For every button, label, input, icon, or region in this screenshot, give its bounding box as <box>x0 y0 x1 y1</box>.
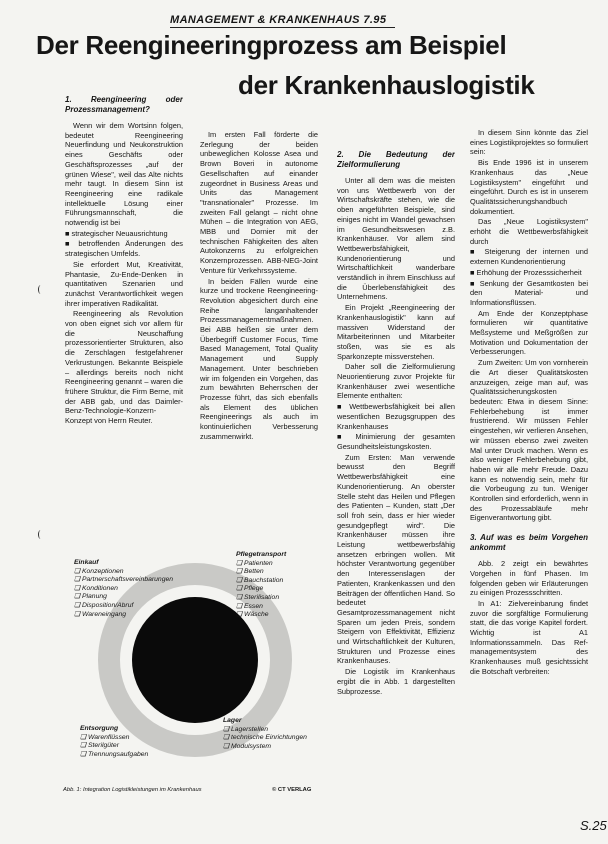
paragraph: Daher soll die Zielformulierung Neuorientierung zuvor Projekte für Krankenhäuser zwei wesentliche Elemente enthalten: <box>337 362 455 401</box>
paragraph: Zum Zweiten: Um von vornherein die Art dieser Qualitätskosten anzuzeigen, zeige man auf, was Qualitätssicherungskosten bedeuten: Etwa in diesem Sinne: Fehlerbehebung ist immer frustrierend. Wir müssen Fehler eingestehen, wir verlieren Ansehen, wir müssen ebenso zwei zweiten Mal unter Druck machen. Wenn es also weniger Fehlerbehebung gibt, haben wir alle mehr Freude. Dazu kann es notwendig sein, mehr für die Vorbeugung zu tun. Weniger Kontrollen sind erforderlich, wenn in des Prozessabläufe mehr Eigenverantwortung gibt. <box>470 358 588 523</box>
quadrant-item: ❏ Patienten <box>236 559 273 567</box>
bullet-item: ■ Senkung der Gesamtkosten bei den Material- und Informationsflüssen. <box>470 278 588 307</box>
paragraph: Abb. 2 zeigt ein bewährtes Vorgehen in fünf Phasen. Im folgenden geben wir Erläuterungen zu einigen Prozessschritten. <box>470 559 588 598</box>
quadrant-item: ❏ Disposition/Abruf <box>74 601 134 609</box>
binder-hole-mark <box>38 530 43 539</box>
logistics-diagram <box>60 553 330 768</box>
binder-hole-mark <box>38 285 43 294</box>
quadrant-title: Lager <box>223 717 242 724</box>
section-heading-2: 2. Die Bedeutung der Zielformulierung <box>337 150 455 169</box>
quadrant-item: ❏ Planung <box>74 593 107 601</box>
paragraph: Im ersten Fall förderte die Zerlegung der beiden unbeweglichen Kolosse Asea und Brown Boveri in autonome Gesellschaften auf einander zugeordnet in Business Areas und Units das Management "transnationaler" Prozesse. Im zweiten Fall gelangt – nicht ohne Mühen – die Integration von AEG, MBB und Dornier mit der technischen Fähigkeiten des alten Autokonzerns zu erfolgreichen Konzernprozessen. ABB-NEG-Joint Venture für Verkehrssysteme. <box>200 130 318 275</box>
quadrant-title: Entsorgung <box>80 725 119 732</box>
figure-caption: Abb. 1: Integration Logistikleistungen im Krankenhaus <box>63 787 202 793</box>
bullet-item: ■ Steigerung der internen und externen Kundenorientierung <box>470 247 588 267</box>
quadrant-item: ❏ Sterilgüter <box>80 742 119 750</box>
bullet-item: ■ Erhöhung der Prozesssicherheit <box>470 267 582 277</box>
section-heading-3: 3. Auf was es beim Vorgehen ankommt <box>470 533 588 553</box>
publisher-credit: © CT VERLAG <box>272 787 312 793</box>
bullet-item: ■ betroffenden Änderungen des strategischen Umfelds. <box>65 239 183 259</box>
quadrant-item: ❏ Betten <box>236 568 264 576</box>
quadrant-item: ❏ Konzeptionen <box>74 567 124 575</box>
quadrant-lager <box>223 717 328 751</box>
quadrant-title: Pflegetransport <box>236 551 287 558</box>
column-4 <box>470 128 588 803</box>
bullet-item: ■ strategischer Neuausrichtung <box>65 228 168 238</box>
paragraph: Das „Neue Logistiksystem" erhöht die Wettbewerbsfähigkeit durch <box>470 217 588 246</box>
paragraph: Ein Projekt „Reengineering der Krankenhauslogistik" kann auf massiven Widerstand der Mitarbeiterinnen und Mitarbeiter stoßen, was sie es als Sparkonzepte missverstehen. <box>337 303 455 361</box>
quadrant-item: ❏ Bauchstation <box>236 576 284 584</box>
paragraph: Die Logistik im Krankenhaus ergibt die in Abb. 1 dargestellten Subprozesse. <box>337 667 455 696</box>
bullet-item: ■ Wettbewerbsfähigkeit bei allen wesentlichen Bezugsgruppen des Krankenhauses <box>337 402 455 431</box>
paragraph: Sie erfordert Mut, Kreativität, Phantasie, Zu-Ende-Denken in quantitativen Szenarien und zunächst Verantwortlichkeit wegen ihrer imperativen Radikalität. <box>65 259 183 308</box>
paragraph: Zum Ersten: Man verwende bewusst den Begriff Wettbewerbsfähigkeit eine Kundenorientierung. An oberster Stelle steht das Heilen und Pflegen des Patienten – Kunden, statt „Der soll froh sein, dass er hier wieder gesundgepflegt wird". Die Krankenhäuser müssen ihre Leistung wettbewerbsfähig ansetzen erbringen wollen. Mit höchster Verantwortung gegenüber den Interessenslagen der Patienten, Krankenkassen und den Beiträgen der öffentlichen Hand. So bedeutet Gesamtprozessmanagement nicht Sparen um jeden Preis, sondern Steigern von Effektivität, Effizienz und Wirtschaftlichkeit der Kulturen, Strukturen und Prozesse eines Krankenhauses. <box>337 452 455 666</box>
quadrant-item: ❏ Sterilisation <box>236 593 280 601</box>
quadrant-item: ❏ Wäsche <box>236 611 269 619</box>
quadrant-item: ❏ Partnerschaftsvereinbarungen <box>74 576 174 584</box>
paragraph: Am Ende der Konzeptphase formulieren wir quantitative Meßsysteme und Meßgrößen zur Motivation und Dokumentation der Verbesserungen. <box>470 308 588 357</box>
quadrant-item: ❏ Modulsystem <box>223 742 272 750</box>
quadrant-item: ❏ Pflege <box>236 585 264 593</box>
quadrant-item: ❏ Wareneingang <box>74 610 127 618</box>
bullet-item: ■ Minimierung der gesamten Gesundheitsleistungskosten. <box>337 432 455 451</box>
quadrant-einkauf <box>74 559 194 619</box>
article-title-line2: der Krankenhauslogistik <box>238 70 535 100</box>
journal-header: MANAGEMENT & KRANKENHAUS 7.95 <box>170 14 387 26</box>
column-2 <box>200 130 318 490</box>
paragraph: Unter all dem was die meisten von uns Wettbewerb von der Wirtschaftskräfte stehen, wie die oben angeführten Beispiele, sind einiges nicht im Wandel gewachsen im Gesundheitswesen z.B. Krankenhäuser. Vor allem sind Wettbewerbsfähigkeit, Kundenorientierung und Wirtschaftlichkeit wanderbare verständlich in ihrem Einschluss auf die Überlebensfähigkeit des Unternehmens. <box>337 176 455 302</box>
quadrant-item: ❏ Konditionen <box>74 584 118 592</box>
quadrant-pflegetransport <box>236 551 328 620</box>
page-number: S.25 <box>580 818 607 833</box>
paragraph: Wenn wir dem Wortsinn folgen, bedeutet Reengineering Neuerfindung und Neukonstruktion eines Geschäfts oder Geschäftsprozesses „auf der grünen Wiese", weil das Alte nichts mehr taugt. In diesem Sinn ist Reengineering eine radikale intellektuelle Lösung einer Führungsmannschaft, die notwendig ist bei <box>65 121 183 228</box>
section-heading-1: 1. Reengineering oder Prozessmanagement? <box>65 95 183 114</box>
quadrant-entsorgung <box>80 725 190 759</box>
paragraph: Bis Ende 1996 ist in unserem Krankenhaus das „Neue Logistiksystem" eingeführt und eingeführt. Durch es ist in unserem Qualitätssicherungshandbuch dokumentiert. <box>470 158 588 216</box>
paragraph: Reengineering als Revolution von oben eignet sich vor allem für die Neuschaffung prozessorientierter Strukturen, also die Zerschlagen festgefahrener Verkrustungen. Bekannte Beispiele – allerdings bereits noch nicht Reengineering genannt – waren die frühere Struktur, die Firm Berne, mit der ABB gab, und das Daimler-Benz-Technologie-Konzern-Konzept von Herrn Reuter. <box>65 309 183 426</box>
column-1 <box>65 95 183 505</box>
paragraph: In beiden Fällen wurde eine kurze und trockene Reengineering-Revolution abgesichert durch eine Reihe langanhaltender Prozessmanagementmaßnahmen. Bei ABB heißen sie unter dem Überbegriff Customer Focus, Time Based Management, Total Quality Management und Supply Management. Unter beschrieben wir im folgenden ein Vorgehen, das zum bewährten Beherrschen der Prozesse führt, das sich ebenfalls als Element des üblichen Reengineerings als auch im kontinuierlichen Verbesserung zusammenwirkt. <box>200 276 318 441</box>
column-3 <box>337 150 455 790</box>
header-rule <box>170 27 395 28</box>
quadrant-item: ❏ Essen <box>236 602 263 610</box>
quadrant-title: Einkauf <box>74 559 99 566</box>
quadrant-item: ❏ Lagerstellen <box>223 725 269 733</box>
quadrant-item: ❏ Trennungsaufgaben <box>80 750 149 758</box>
quadrant-item: ❏ technische Einrichtungen <box>223 734 307 742</box>
quadrant-item: ❏ Warenflüssen <box>80 733 130 741</box>
article-title-line1: Der Reengineeringprozess am Beispiel <box>36 30 507 60</box>
paragraph: In diesem Sinn könnte das Ziel eines Logistikprojektes so formuliert sein: <box>470 128 588 157</box>
paragraph: In A1: Zielvereinbarung findet zuvor die sorgfältige Formulierung statt, die das vorige Kapitel fordert. Wichtig ist A1 Informationssammeln. Das Ref-managementsystem des Krankenhauses muß gesichtssicht die Botschaft verbreiten: <box>470 598 588 676</box>
